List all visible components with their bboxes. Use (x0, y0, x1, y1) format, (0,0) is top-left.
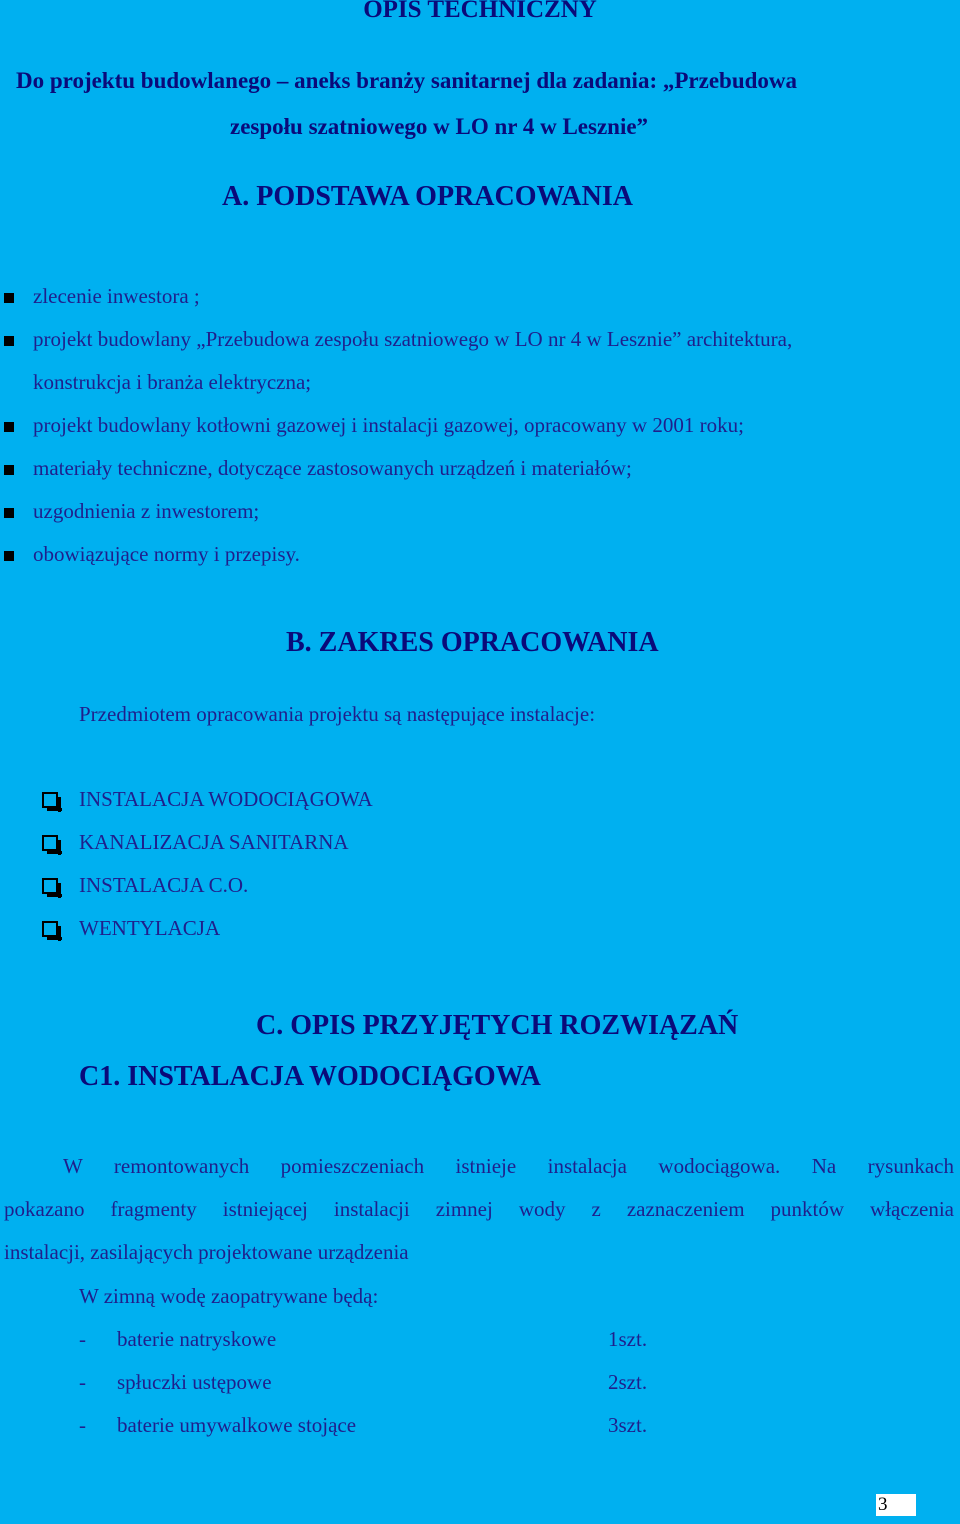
list-item: projekt budowlany „Przebudowa zespołu szatniowego w LO nr 4 w Lesznie” architektura, (33, 327, 793, 351)
list-item: INSTALACJA C.O. (79, 873, 249, 897)
bullet-icon (4, 422, 14, 432)
list-item: obowiązujące normy i przepisy. (33, 542, 300, 566)
section-a-heading: A. PODSTAWA OPRACOWANIA (222, 181, 633, 212)
bullet-icon (4, 336, 14, 346)
list-dash: - (79, 1413, 86, 1437)
subtitle-line-2: zespołu szatniowego w LO nr 4 w Lesznie” (230, 114, 649, 139)
fixture-quantity: 2szt. (608, 1370, 648, 1394)
list-dash: - (79, 1327, 86, 1351)
list-item: INSTALACJA WODOCIĄGOWA (79, 787, 373, 811)
fixture-quantity: 1szt. (608, 1327, 648, 1351)
list-item: projekt budowlany kotłowni gazowej i instalacji gazowej, opracowany w 2001 roku; (33, 413, 744, 437)
checkbox-icon (42, 878, 58, 894)
bullet-icon (4, 551, 14, 561)
list-item: WENTYLACJA (79, 916, 221, 940)
checkbox-icon (42, 921, 58, 937)
list-item: zlecenie inwestora ; (33, 284, 200, 308)
fixture-name: spłuczki ustępowe (117, 1370, 272, 1394)
list-intro: W zimną wodę zaopatrywane będą: (79, 1284, 379, 1308)
checkbox-icon (42, 835, 58, 851)
list-item: materiały techniczne, dotyczące zastosowanych urządzeń i materiałów; (33, 456, 632, 480)
fixture-quantity: 3szt. (608, 1413, 648, 1437)
list-item-continuation: konstrukcja i branża elektryczna; (33, 370, 312, 394)
bullet-icon (4, 465, 14, 475)
section-b-intro: Przedmiotem opracowania projektu są następujące instalacje: (79, 702, 596, 726)
checkbox-icon (42, 792, 58, 808)
section-c-heading: C. OPIS PRZYJĘTYCH ROZWIĄZAŃ (256, 1010, 739, 1041)
bullet-icon (4, 293, 14, 303)
list-dash: - (79, 1370, 86, 1394)
paragraph-line: W remontowanych pomieszczeniach istnieje instalacja wodociągowa. Na rysunkach (63, 1154, 954, 1178)
paragraph-line: instalacji, zasilających projektowane urządzenia (4, 1240, 409, 1264)
document-title: OPIS TECHNICZNY (363, 0, 597, 23)
fixture-name: baterie natryskowe (117, 1327, 277, 1351)
page-number: 3 (876, 1494, 916, 1516)
list-item: uzgodnienia z inwestorem; (33, 499, 260, 523)
fixture-name: baterie umywalkowe stojące (117, 1413, 357, 1437)
bullet-icon (4, 508, 14, 518)
subtitle-line-1: Do projektu budowlanego – aneks branży sanitarnej dla zadania: „Przebudowa (16, 68, 798, 93)
section-c1-heading: C1. INSTALACJA WODOCIĄGOWA (79, 1061, 541, 1092)
paragraph-line: pokazano fragmenty istniejącej instalacji zimnej wody z zaznaczeniem punktów włączenia (4, 1197, 954, 1221)
section-b-heading: B. ZAKRES OPRACOWANIA (286, 627, 659, 658)
list-item: KANALIZACJA SANITARNA (79, 830, 349, 854)
